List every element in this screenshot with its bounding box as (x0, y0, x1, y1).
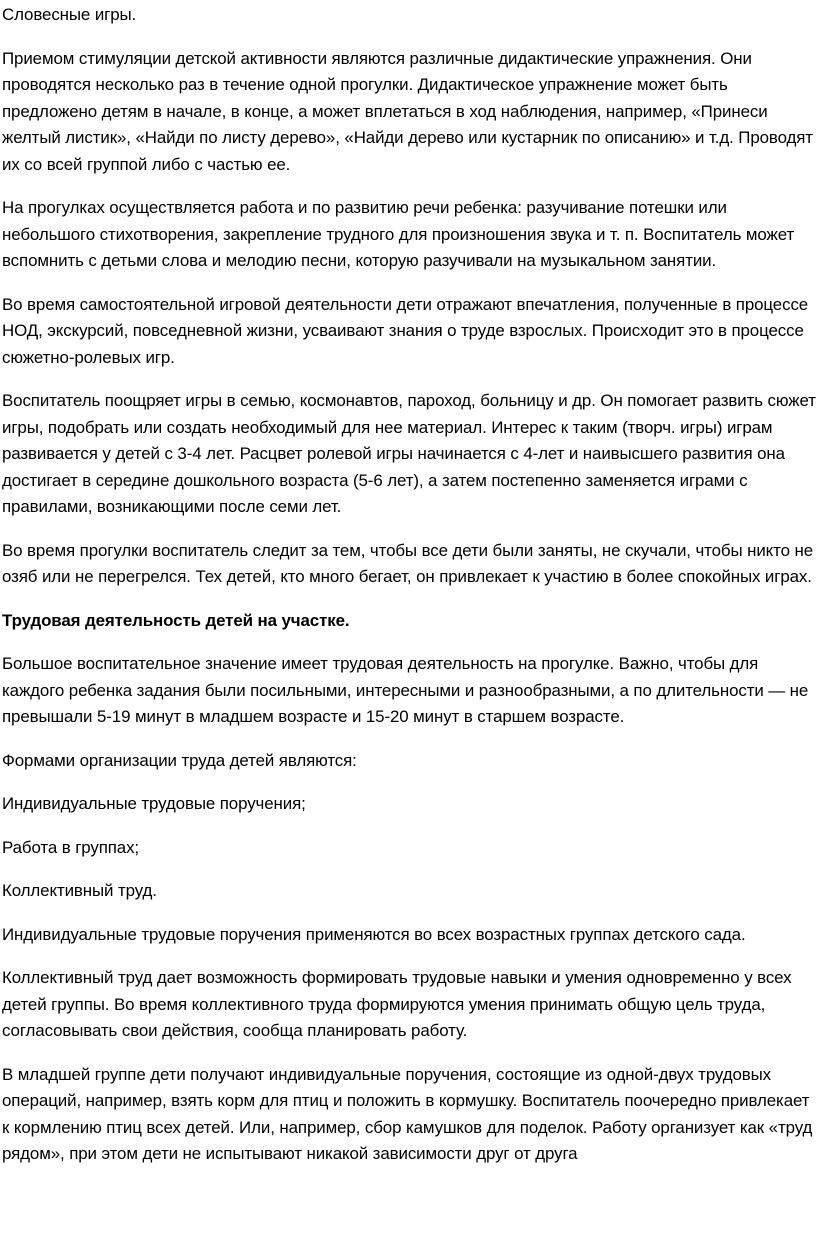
paragraph-labor-forms-intro: Формами организации труда детей являются: (2, 750, 357, 770)
paragraph-role-play: Воспитатель поощряет игры в семью, космонавтов, пароход, больницу и др. Он помогает развить сюжет игры, подобрать или создать необходимый для нее материал. Интерес к таким (творч. игры) играм развивается у детей с 3-4 лет. Расцвет ролевой игры начинается с 4-лет и наивысшего развития она достигает в середине дошкольного возраста (5-6 лет), а затем постепенно заменяется играми с правилами, возникающими после семи лет. (2, 391, 816, 516)
list-item-group-work: Работа в группах; (2, 837, 140, 857)
paragraph-speech-development: На прогулках осуществляется работа и по развитию речи ребенка: разучивание потешки или небольшого стихотворения, закрепление трудного для произношения звука и т. п. Воспитатель может вспомнить с детьми слова и мелодию песни, которую разучивали на музыкальном занятии. (2, 198, 795, 270)
paragraph-walk-supervision: Во время прогулки воспитатель следит за тем, чтобы все дети были заняты, не скучали, чтобы никто не озяб или не перегрелся. Тех детей, кто много бегает, он привлекает к участию в более спокойных играх. (2, 540, 814, 586)
list-item-individual-tasks: Индивидуальные трудовые поручения; (2, 794, 306, 813)
paragraph-independent-play: Во время самостоятельной игровой деятельности дети отражают впечатления, полученные в процессе НОД, экскурсий, повседневной жизни, усваивают знания о труде взрослых. Происходит это в процессе сюжетно-ролевых игр. (2, 294, 809, 367)
section-heading-labor: Трудовая деятельность детей на участке. (2, 610, 350, 630)
paragraph-individual-tasks-usage: Индивидуальные трудовые поручения применяются во всех возрастных группах детского сада. (2, 924, 746, 944)
list-item-collective-labor: Коллективный труд. (2, 881, 157, 900)
paragraph-junior-group: В младшей группе дети получают индивидуальные поручения, состоящие из одной-двух трудовых операций, например, взять корм для птиц и положить в кормушку. Воспитатель поочередно привлекает к кормлению птиц всех детей. Или, например, сбор камушков для поделок. Работу организует как «труд рядом», при этом дети не испытывают никакой зависимости друг от друга (2, 1064, 813, 1163)
paragraph-labor-value: Большое воспитательное значение имеет трудовая деятельность на прогулке. Важно, чтобы для каждого ребенка задания были посильными, интересными и разнообразными, а по длительности — не превышали 5-19 минут в младшем возрасте и 15-20 минут в старшем возрасте. (2, 654, 809, 726)
paragraph-collective-labor: Коллективный труд дает возможность формировать трудовые навыки и умения одновременно у всех детей группы. Во время коллективного труда формируются умения принимать общую цель труда, согласовывать свои действия, сообща планировать работу. (2, 968, 792, 1040)
section-title-word-games: Словесные игры. (2, 5, 137, 24)
paragraph-didactic-exercises: Приемом стимуляции детской активности являются различные дидактические упражнения. Они проводятся несколько раз в течение одной прогулки. Дидактическое упражнение может быть предложено детям в начале, в конце, а может вплетаться в ход наблюдения, например, «Принеси желтый листик», «Найди по листу дерево», «Найди дерево или кустарник по описанию» и т.д. Проводят их со всей группой либо с частью ее. (2, 48, 813, 174)
